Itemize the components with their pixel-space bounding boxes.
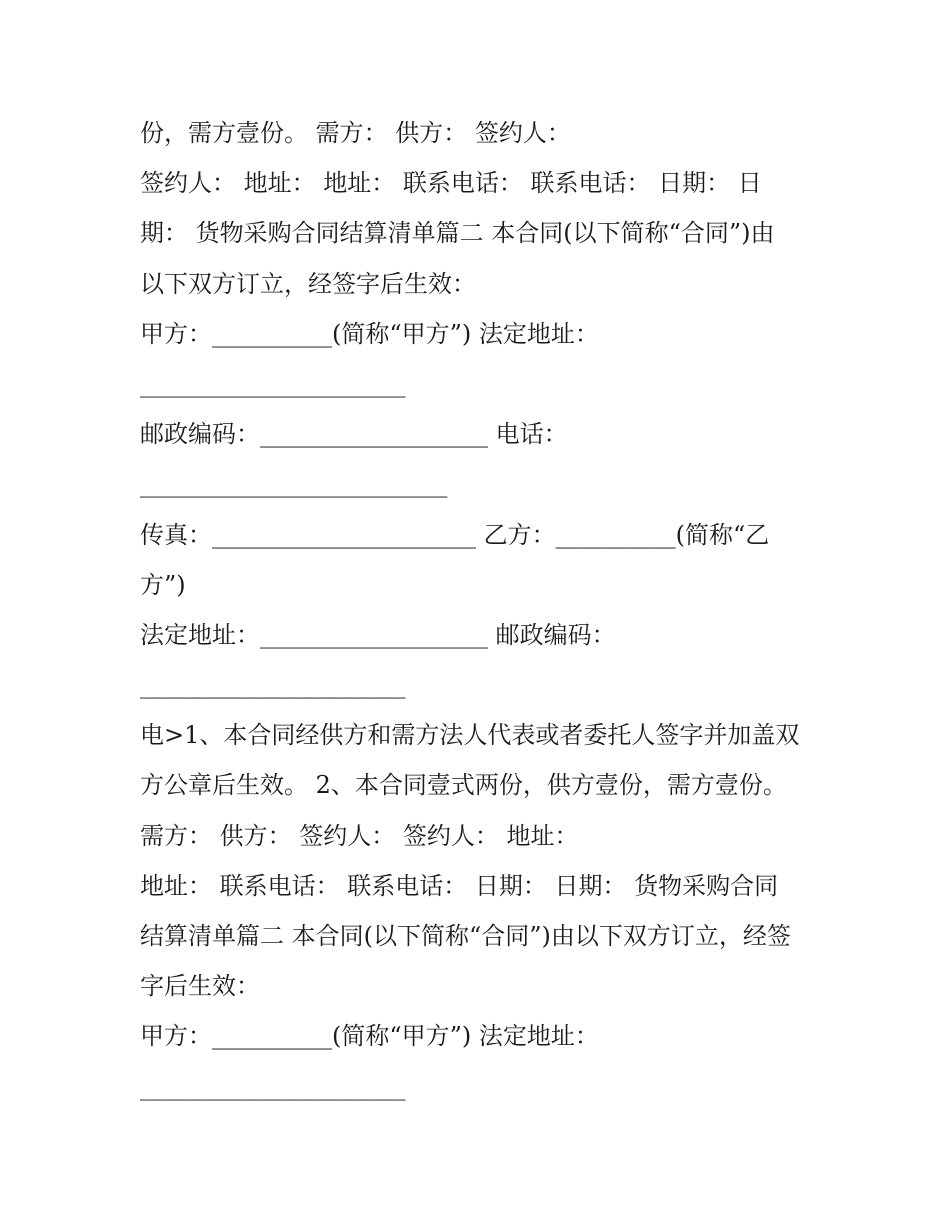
text-line: 方公章后生效。 2、本合同壹式两份，供方壹份，需方壹份。 — [140, 771, 787, 800]
text-line: 甲方：__________(简称“甲方”) 法定地址： — [140, 319, 599, 348]
text-line: 结算清单篇二 本合同(以下简称“合同”)由以下双方订立，经签 — [140, 922, 791, 950]
text-line: 字后生效： — [140, 972, 260, 1001]
text-line: 电>1、本合同经供方和需方法人代表或者委托人签字并加盖双 — [140, 721, 800, 750]
text-line: 邮政编码：___________________ 电话： — [140, 420, 568, 449]
text-line: 传真：______________________ 乙方：__________(简称“乙 — [140, 520, 770, 549]
text-line: 方”) — [140, 570, 186, 599]
text-line: 地址： 联系电话： 联系电话： 日期： 日期： 货物采购合同 — [140, 871, 779, 900]
text-line: 需方： 供方： 签约人： 签约人： 地址： — [140, 821, 579, 850]
text-line: 以下双方订立，经签字后生效： — [140, 269, 476, 298]
text-line: 期： 货物采购合同结算清单篇二 本合同(以下简称“合同”)由 — [140, 219, 775, 248]
text-line: 份，需方壹份。 需方： 供方： 签约人： — [140, 119, 571, 147]
text-line: 甲方：__________(简称“甲方”) 法定地址： — [140, 1022, 599, 1051]
contract-text — [140, 108, 840, 1112]
text-line: 签约人： 地址： 地址： 联系电话： 联系电话： 日期： 日 — [140, 169, 762, 198]
blank-fill-line: ___________________ — [140, 369, 406, 398]
blank-fill-line: ___________________ — [140, 1072, 406, 1101]
blank-fill-line: ___________________ — [140, 671, 406, 700]
text-line: 法定地址：___________________ 邮政编码： — [140, 620, 616, 649]
blank-fill-line: ______________________ — [140, 470, 447, 499]
